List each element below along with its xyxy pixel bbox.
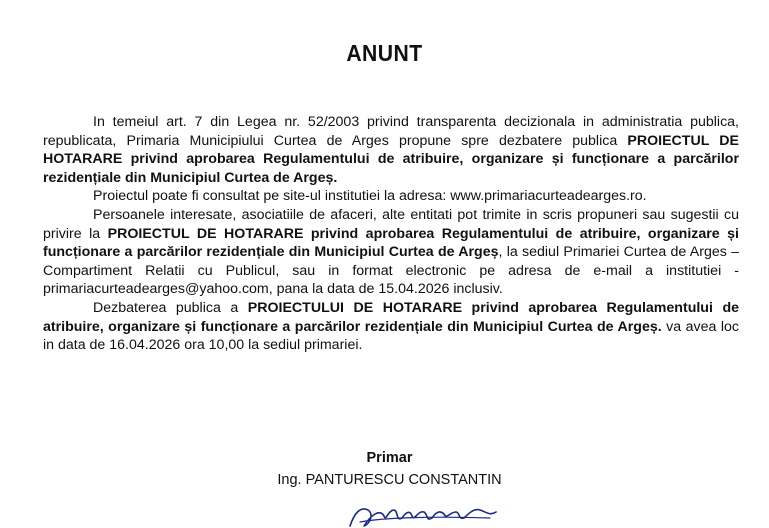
signatory-name: Ing. PANTURESCU CONSTANTIN [277, 472, 502, 488]
paragraph-legal-basis-text: In temeiul art. 7 din Legea nr. 52/2003 privind transparenta decizionala in administratia publica, republicata, Primaria Municipiului Curtea de Arges propune spre dezbatere publica [43, 114, 739, 149]
paragraph-proposals [43, 206, 739, 299]
handwritten-signature [340, 496, 510, 528]
paragraph-debate-project: PROIECTULUI DE HOTARARE privind aprobarea Regulamentului de atribuire, organizare și funcționare a parcărilor rezidențiale din Municipiul Curtea de Argeș. [43, 299, 739, 335]
announcement-body [43, 113, 739, 355]
signatory-title: Primar [366, 450, 413, 466]
paragraph-debate-text-after: va avea loc in data de 16.04.2026 ora 10,00 la sediul primariei. [43, 318, 739, 354]
page-title: ANUNT [346, 40, 423, 66]
paragraph-proposals-text-after: , la sediul Primariei Curtea de Arges – Compartiment Relatii cu Publicul, sau in format electronic pe adresa de e-mail a institutiei - primariacurteadearges@yahoo.com, pana la data de 15.04.2026 inclusiv. [43, 244, 739, 298]
paragraph-consultation [43, 187, 739, 206]
paragraph-debate-text-before: Dezbaterea publica a [93, 299, 248, 316]
paragraph-consultation-text: Proiectul poate fi consultat pe site-ul institutiei la adresa: www.primariacurteadearges.ro. [93, 188, 647, 205]
paragraph-debate [43, 299, 739, 355]
paragraph-legal-basis-project: PROIECTUL DE HOTARARE privind aprobarea Regulamentului de atribuire, organizare și funcționare a parcărilor rezidențiale din Municipiul Curtea de Argeș. [43, 132, 740, 186]
paragraph-proposals-text-before: Persoanele interesate, asociatiile de afaceri, alte entitati pot trimite in scris propuneri sau sugestii cu privire la [43, 206, 739, 242]
paragraph-legal-basis [43, 113, 739, 187]
paragraph-proposals-project: PROIECTUL DE HOTARARE privind aprobarea Regulamentului de atribuire, organizare și funcționare a parcărilor rezidențiale din Municipiul Curtea de Argeș [43, 225, 739, 261]
